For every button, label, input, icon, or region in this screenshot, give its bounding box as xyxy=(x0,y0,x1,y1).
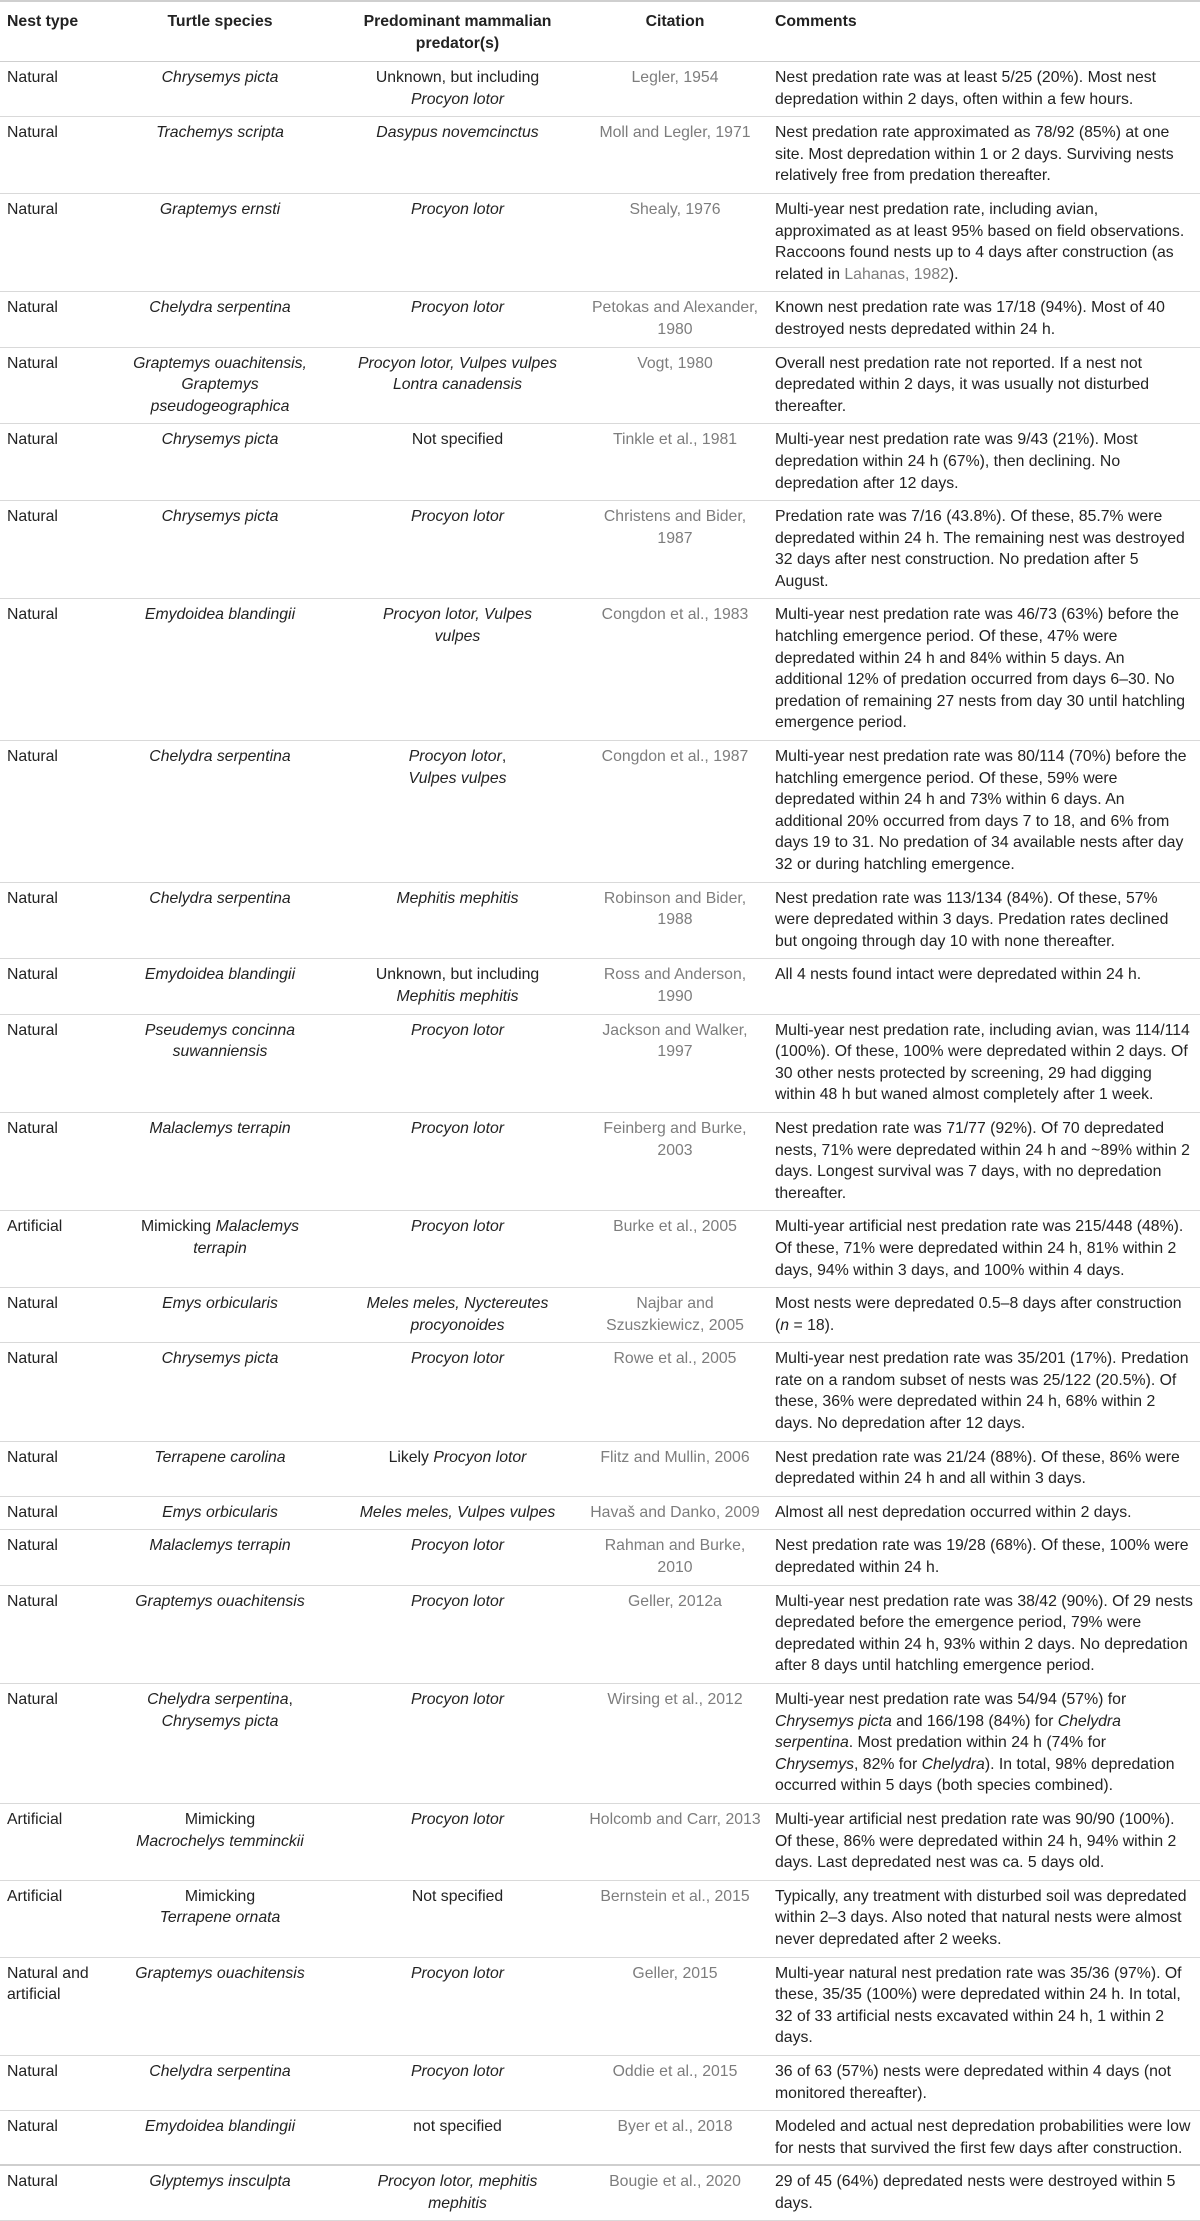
text-run: Multi-year artificial nest predation rate was 215/448 (48%). Of these, 71% were depredated within 24 h, 81% within 2 days, 94% within 3 days, and 100% within 4 days. xyxy=(775,1218,1184,1279)
cell-nest-type: Natural xyxy=(0,501,107,599)
text-run: Macrochelys temminckii xyxy=(136,1832,304,1850)
header-row xyxy=(0,1,1200,62)
text-run: Procyon lotor xyxy=(410,1021,505,1039)
text-run: All 4 nests found intact were depredated within 24 h. xyxy=(775,966,1142,984)
cell-nest-type: Natural xyxy=(0,1684,107,1804)
cell-predator xyxy=(333,1803,582,1880)
cell-turtle-species xyxy=(107,501,333,599)
text-run: Procyon lotor xyxy=(410,1691,505,1708)
cell-comments xyxy=(768,1530,1200,1585)
text-run: 36 of 63 (57%) nests were depredated within 4 days (not monitored thereafter). xyxy=(775,2062,1172,2102)
text-run: Chrysemys picta xyxy=(161,508,279,526)
table-row xyxy=(0,882,1200,959)
text-run: Chelydra serpentina xyxy=(149,889,291,907)
cell-citation[interactable]: Vogt, 1980 xyxy=(582,347,768,424)
text-run: Dasypus novemcinctus xyxy=(376,124,539,142)
text-run: Emydoidea blandingii xyxy=(144,966,296,984)
text-run: Procyon lotor xyxy=(410,1218,505,1236)
text-run: Multi-year nest predation rate was 46/73 (63%) before the hatchling emergence period. Of these, 47% were depredated within 24 h and 84% within 5 days. An additional 12% of predation occurred from days 6–30. No predation of remaining 27 nests from day 30 until hatchling emergence period. xyxy=(775,606,1186,732)
cell-turtle-species xyxy=(107,1803,333,1880)
cell-comments xyxy=(768,1684,1200,1804)
cell-comments xyxy=(768,1343,1200,1441)
text-run: mephitis xyxy=(428,2194,487,2212)
cell-predator xyxy=(333,1014,582,1112)
cell-citation[interactable]: Wirsing et al., 2012 xyxy=(582,1684,768,1804)
table-row xyxy=(0,1112,1200,1210)
text-run: Multi-year nest predation rate was 80/114 (70%) before the hatchling emergence period. Of these, 59% were depredated within 24 h and 73% within 6 days. An additional 20% occurred from days 7 to 18, and 6% from days 19 to 31. No predation of 34 available nests after day 32 or during hatchling emergence. xyxy=(775,748,1187,873)
cell-predator xyxy=(333,1343,582,1441)
table-row xyxy=(0,1014,1200,1112)
cell-nest-type: Natural xyxy=(0,193,107,291)
cell-comments xyxy=(768,424,1200,501)
text-run: Procyon lotor xyxy=(410,2062,505,2080)
cell-predator xyxy=(333,1684,582,1804)
cell-nest-type: Natural xyxy=(0,1112,107,1210)
text-run: Vulpes vulpes xyxy=(408,769,507,787)
header-predator: Predominant mammalian predator(s) xyxy=(363,13,552,52)
cell-predator xyxy=(333,117,582,194)
text-run: Chelydra serpentina xyxy=(147,1691,289,1708)
cell-nest-type: Natural xyxy=(0,2111,107,2166)
text-run: Nest predation rate was at least 5/25 (20%). Most nest depredation within 2 days, often within a few hours. xyxy=(775,69,1157,108)
cell-comments xyxy=(768,1880,1200,1957)
text-run: Predation rate was 7/16 (43.8%). Of these, 85.7% were depredated within 24 h. The remaining nest was destroyed 32 days after nest construction. No predation after 5 August. xyxy=(775,508,1185,590)
cell-nest-type: Natural xyxy=(0,2055,107,2110)
table-header xyxy=(0,1,1200,62)
text-run: Chrysemys picta xyxy=(161,431,279,449)
cell-nest-type: Natural xyxy=(0,882,107,959)
cell-citation[interactable]: Bernstein et al., 2015 xyxy=(582,1880,768,1957)
cell-predator xyxy=(333,2166,582,2221)
cell-citation[interactable]: Holcomb and Carr, 2013 xyxy=(582,1803,768,1880)
cell-turtle-species xyxy=(107,1880,333,1957)
text-run: Graptemys ouachitensis xyxy=(135,1964,305,1982)
cell-predator xyxy=(333,62,582,117)
text-run: Procyon lotor, mephitis xyxy=(377,2173,538,2191)
cell-predator xyxy=(333,501,582,599)
cell-citation[interactable]: Geller, 2012a xyxy=(582,1585,768,1683)
text-run: Malaclemys terrapin xyxy=(193,1218,299,1257)
text-run: Multi-year natural nest predation rate was 35/36 (97%). Of these, 35/35 (100%) were depredated within 24 h. In total, 32 of 33 artificial nests excavated within 24 h, 1 within 2 days. xyxy=(775,1964,1182,2047)
text-run: Procyon lotor, Vulpes xyxy=(383,606,532,624)
cell-citation[interactable]: Feinberg and Burke, 2003 xyxy=(582,1112,768,1210)
cell-predator xyxy=(333,424,582,501)
text-run: Emys orbicularis xyxy=(162,1503,278,1521)
table-row xyxy=(0,347,1200,424)
text-run: Nest predation rate was 21/24 (88%). Of these, 86% were depredated within 24 h and all within 3 days. xyxy=(775,1448,1180,1488)
text-run: Chrysemys picta xyxy=(161,69,279,86)
cell-turtle-species xyxy=(107,1496,333,1530)
text-run: Most nests were depredated 0.5–8 days after construction ( xyxy=(775,1295,1182,1334)
text-run: Unknown, but including xyxy=(375,966,540,984)
text-run: 29 of 45 (64%) depredated nests were destroyed within 5 days. xyxy=(775,2173,1176,2212)
cell-turtle-species xyxy=(107,2166,333,2221)
cell-citation[interactable]: Shealy, 1976 xyxy=(582,193,768,291)
text-run: Chrysemys picta xyxy=(775,1712,892,1730)
cell-predator xyxy=(333,193,582,291)
text-run: Trachemys scripta xyxy=(156,124,284,142)
cell-citation[interactable]: Byer et al., 2018 xyxy=(582,2111,768,2166)
cell-comments xyxy=(768,117,1200,194)
text-run: Procyon lotor xyxy=(410,1964,505,1982)
cell-turtle-species xyxy=(107,1288,333,1343)
cell-turtle-species xyxy=(107,1585,333,1683)
table-row xyxy=(0,501,1200,599)
text-run: suwanniensis xyxy=(172,1043,268,1061)
text-run: Chrysemys picta xyxy=(161,1350,279,1368)
cell-nest-type: Natural xyxy=(0,1343,107,1441)
text-run: Known nest predation rate was 17/18 (94%). Most of 40 destroyed nests depredated within 24 h. xyxy=(775,299,1165,338)
cell-predator xyxy=(333,1496,582,1530)
cell-comments xyxy=(768,1014,1200,1112)
text-run: Glyptemys insculpta xyxy=(149,2173,291,2191)
cell-citation[interactable]: Robinson and Bider, 1988 xyxy=(582,882,768,959)
text-run: Procyon lotor xyxy=(410,200,505,218)
text-run: Graptemys ouachitensis, xyxy=(133,354,307,372)
cell-predator xyxy=(333,599,582,741)
text-run: Terrapene ornata xyxy=(159,1909,281,1927)
table-row xyxy=(0,959,1200,1014)
text-run: Multi-year nest predation rate, including avian, was 114/114 (100%). Of these, 100% were depredated within 2 days. Of 30 other nests protected by screening, 29 had digging within 48 h but waned almost completely after 1 week. xyxy=(775,1021,1190,1104)
cell-citation[interactable]: Rowe et al., 2005 xyxy=(582,1343,768,1441)
text-run: Overall nest predation rate not reported. If a nest not depredated within 2 days, it was usually not disturbed thereafter. xyxy=(775,354,1150,415)
cell-nest-type: Natural xyxy=(0,1441,107,1496)
text-run: vulpes xyxy=(434,628,481,646)
text-run: Almost all nest depredation occurred within 2 days. xyxy=(775,1503,1132,1521)
text-run: Mimicking xyxy=(141,1218,216,1236)
cell-citation[interactable]: Geller, 2015 xyxy=(582,1957,768,2055)
cell-comments xyxy=(768,599,1200,741)
text-run: Pseudemys concinna xyxy=(144,1021,296,1039)
text-run: Nest predation rate was 71/77 (92%). Of 70 depredated nests, 71% were depredated within 24 h and ~89% within 2 days. Longest survival was 7 days, with no depredation thereafter. xyxy=(775,1119,1190,1202)
text-run: Graptemys ouachitensis xyxy=(135,1592,305,1610)
text-run: Multi-year artificial nest predation rate was 90/90 (100%). Of these, 86% were depredated within 24 h, 94% within 2 days. Last depredated nest was ca. 5 days old. xyxy=(775,1810,1177,1872)
cell-nest-type: Natural xyxy=(0,2166,107,2221)
header-turtle-species: Turtle species xyxy=(167,13,273,30)
cell-nest-type: Natural xyxy=(0,1496,107,1530)
cell-nest-type: Natural xyxy=(0,1288,107,1343)
text-run: Chelydra serpentina xyxy=(149,2062,291,2080)
text-run: Modeled and actual nest depredation probabilities were low for nests that survived the first few days after construction. xyxy=(775,2118,1191,2157)
text-run: Procyon lotor xyxy=(410,1119,505,1137)
cell-comments xyxy=(768,1803,1200,1880)
header-nest-type: Nest type xyxy=(7,13,79,30)
cell-comments xyxy=(768,741,1200,883)
cell-citation[interactable]: Ross and Anderson, 1990 xyxy=(582,959,768,1014)
cell-turtle-species xyxy=(107,424,333,501)
cell-predator xyxy=(333,882,582,959)
table-bottom-rule xyxy=(0,2164,1200,2166)
table-row xyxy=(0,2055,1200,2110)
text-run: Procyon lotor xyxy=(410,1592,505,1610)
table-row xyxy=(0,117,1200,194)
table-body xyxy=(0,62,1200,2221)
text-run: Chrysemys xyxy=(775,1755,854,1773)
citation-link[interactable]: Lahanas, 1982 xyxy=(844,265,949,283)
cell-turtle-species xyxy=(107,1343,333,1441)
cell-nest-type: Artificial xyxy=(0,1211,107,1288)
cell-comments xyxy=(768,347,1200,424)
cell-nest-type: Natural xyxy=(0,1014,107,1112)
table-row xyxy=(0,1585,1200,1683)
cell-nest-type: Natural xyxy=(0,62,107,117)
cell-predator xyxy=(333,347,582,424)
cell-comments xyxy=(768,1441,1200,1496)
table-row xyxy=(0,1684,1200,1804)
cell-predator xyxy=(333,1441,582,1496)
text-run: Procyon lotor xyxy=(408,748,502,766)
text-run: Unknown, but including xyxy=(375,69,540,86)
header-comments: Comments xyxy=(775,13,857,30)
cell-nest-type: Natural xyxy=(0,347,107,424)
cell-citation[interactable]: Havaš and Danko, 2009 xyxy=(582,1496,768,1530)
cell-turtle-species xyxy=(107,1211,333,1288)
cell-comments xyxy=(768,2055,1200,2110)
text-run: Procyon lotor xyxy=(410,508,505,526)
cell-predator xyxy=(333,1585,582,1683)
cell-turtle-species xyxy=(107,2055,333,2110)
cell-citation[interactable]: Bougie et al., 2020 xyxy=(582,2166,768,2221)
cell-citation[interactable]: Moll and Legler, 1971 xyxy=(582,117,768,194)
text-run: Chrysemys picta xyxy=(161,1712,279,1730)
text-run: Nest predation rate was 113/134 (84%). Of these, 57% were depredated within 3 days. Predation rates declined but ongoing through day 10 with none thereafter. xyxy=(775,889,1169,950)
cell-predator xyxy=(333,2111,582,2166)
cell-comments xyxy=(768,882,1200,959)
text-run: n xyxy=(780,1316,790,1334)
cell-citation[interactable]: Congdon et al., 1983 xyxy=(582,599,768,741)
text-run: Mephitis mephitis xyxy=(396,987,519,1005)
cell-citation[interactable]: Flitz and Mullin, 2006 xyxy=(582,1441,768,1496)
cell-turtle-species xyxy=(107,1684,333,1804)
cell-comments xyxy=(768,1496,1200,1530)
cell-nest-type: Natural xyxy=(0,1530,107,1585)
table-row xyxy=(0,2166,1200,2221)
text-run: and 166/198 (84%) for xyxy=(891,1712,1058,1730)
cell-predator xyxy=(333,741,582,883)
text-run: . Most predation within 24 h (74% for xyxy=(848,1734,1107,1752)
cell-turtle-species xyxy=(107,959,333,1014)
cell-turtle-species xyxy=(107,1441,333,1496)
text-run: Chelydra xyxy=(921,1755,985,1773)
cell-turtle-species xyxy=(107,193,333,291)
cell-comments xyxy=(768,1957,1200,2055)
table-row xyxy=(0,2111,1200,2166)
text-run: Terrapene carolina xyxy=(154,1448,286,1466)
table-row xyxy=(0,1288,1200,1343)
cell-predator xyxy=(333,1211,582,1288)
cell-citation[interactable]: Jackson and Walker, 1997 xyxy=(582,1014,768,1112)
text-run: Procyon lotor xyxy=(410,90,505,108)
table-row xyxy=(0,741,1200,883)
cell-nest-type: Artificial xyxy=(0,1803,107,1880)
cell-nest-type: Natural xyxy=(0,741,107,883)
text-run: , xyxy=(288,1691,293,1708)
text-run: Chelydra serpentina xyxy=(149,748,291,766)
cell-comments xyxy=(768,501,1200,599)
table-row xyxy=(0,1441,1200,1496)
cell-nest-type: Artificial xyxy=(0,1880,107,1957)
text-run: Graptemys ernsti xyxy=(159,200,281,218)
cell-citation[interactable]: Burke et al., 2005 xyxy=(582,1211,768,1288)
cell-nest-type: Natural xyxy=(0,424,107,501)
table-row xyxy=(0,193,1200,291)
text-run: Meles meles, Nyctereutes xyxy=(366,1295,549,1313)
text-run: Multi-year nest predation rate was 9/43 (21%). Most depredation within 24 h (67%), then declining. No depredation after 12 days. xyxy=(775,431,1138,492)
cell-turtle-species xyxy=(107,1014,333,1112)
cell-nest-type: Natural xyxy=(0,117,107,194)
text-run: Malaclemys terrapin xyxy=(149,1537,291,1555)
cell-comments xyxy=(768,1288,1200,1343)
text-run: , xyxy=(501,748,507,766)
cell-predator xyxy=(333,1112,582,1210)
text-run: ). In total, 98% depredation occurred within 5 days (both species combined). xyxy=(775,1755,1175,1795)
cell-comments xyxy=(768,292,1200,347)
cell-comments xyxy=(768,193,1200,291)
text-run: Meles meles, Vulpes vulpes xyxy=(359,1503,556,1521)
cell-comments xyxy=(768,2111,1200,2166)
text-run: Mephitis mephitis xyxy=(396,889,519,907)
text-run: not specified xyxy=(413,2118,502,2136)
cell-nest-type: Natural xyxy=(0,1585,107,1683)
cell-turtle-species xyxy=(107,741,333,883)
cell-turtle-species xyxy=(107,599,333,741)
text-run: ). xyxy=(948,265,959,283)
text-run: Nest predation rate was 19/28 (68%). Of these, 100% were depredated within 24 h. xyxy=(775,1537,1189,1577)
table-row xyxy=(0,62,1200,117)
text-run: Mimicking xyxy=(184,1887,256,1905)
text-run: Procyon lotor xyxy=(410,1810,505,1828)
cell-citation[interactable]: Oddie et al., 2015 xyxy=(582,2055,768,2110)
cell-predator xyxy=(333,959,582,1014)
text-run: Multi-year nest predation rate was 35/201 (17%). Predation rate on a random subset of nests was 25/122 (20.5%). Of these, 36% were depredated within 24 h, 68% within 2 days. No depredation after 12 days. xyxy=(775,1350,1189,1433)
cell-turtle-species xyxy=(107,1957,333,2055)
text-run: Graptemys pseudogeographica xyxy=(150,376,290,415)
table-row xyxy=(0,1803,1200,1880)
cell-citation[interactable]: Rahman and Burke, 2010 xyxy=(582,1530,768,1585)
cell-citation[interactable]: Christens and Bider, 1987 xyxy=(582,501,768,599)
cell-citation[interactable]: Congdon et al., 1987 xyxy=(582,741,768,883)
text-run: Not specified xyxy=(411,1887,504,1905)
table-row xyxy=(0,1880,1200,1957)
cell-turtle-species xyxy=(107,2111,333,2166)
text-run: Typically, any treatment with disturbed soil was depredated within 2–3 days. Also noted that natural nests were almost never depredated after 2 weeks. xyxy=(775,1887,1187,1948)
cell-predator xyxy=(333,1880,582,1957)
cell-turtle-species xyxy=(107,882,333,959)
header-citation: Citation xyxy=(645,13,705,30)
cell-predator xyxy=(333,1957,582,2055)
text-run: , 82% for xyxy=(854,1755,922,1773)
text-run: Emys orbicularis xyxy=(162,1295,278,1313)
text-run: Procyon lotor xyxy=(410,1350,505,1368)
text-run: Multi-year nest predation rate was 54/94 (57%) for xyxy=(775,1691,1127,1708)
text-run: Procyon lotor xyxy=(410,1537,505,1555)
text-run: Emydoidea blandingii xyxy=(144,606,296,624)
table-row xyxy=(0,424,1200,501)
text-run: Likely xyxy=(388,1448,434,1466)
text-run: Malaclemys terrapin xyxy=(149,1119,291,1137)
table-row xyxy=(0,1211,1200,1288)
cell-comments xyxy=(768,2166,1200,2221)
text-run: = 18). xyxy=(789,1316,835,1334)
cell-comments xyxy=(768,1211,1200,1288)
table-row xyxy=(0,599,1200,741)
cell-comments xyxy=(768,1585,1200,1683)
cell-comments xyxy=(768,62,1200,117)
table-row xyxy=(0,1530,1200,1585)
cell-turtle-species xyxy=(107,117,333,194)
text-run: Multi-year nest predation rate, including avian, approximated as at least 95% based on field observations. Raccoons found nests up to 4 days after construction (as related in xyxy=(775,200,1185,283)
cell-comments xyxy=(768,1112,1200,1210)
text-run: Not specified xyxy=(411,431,504,449)
table-row xyxy=(0,1343,1200,1441)
cell-predator xyxy=(333,1530,582,1585)
cell-predator xyxy=(333,1288,582,1343)
cell-turtle-species xyxy=(107,292,333,347)
cell-citation[interactable]: Tinkle et al., 1981 xyxy=(582,424,768,501)
text-run: Procyon lotor xyxy=(410,299,505,317)
text-run: Lontra canadensis xyxy=(392,376,523,394)
text-run: Multi-year nest predation rate was 38/42 (90%). Of 29 nests depredated before the emergence period, 79% were depredated within 24 h, 93% within 2 days. No depredation after 8 days until hatchling emergence period. xyxy=(775,1592,1193,1675)
cell-turtle-species xyxy=(107,347,333,424)
cell-citation[interactable]: Petokas and Alexander, 1980 xyxy=(582,292,768,347)
text-run: Procyon lotor, Vulpes vulpes xyxy=(357,354,558,372)
cell-turtle-species xyxy=(107,62,333,117)
text-run: Nest predation rate approximated as 78/92 (85%) at one site. Most depredation within 1 or 2 days. Surviving nests relatively free from predation thereafter. xyxy=(775,124,1174,185)
text-run: procyonoides xyxy=(410,1316,505,1334)
cell-turtle-species xyxy=(107,1112,333,1210)
cell-nest-type: Natural xyxy=(0,959,107,1014)
table-row xyxy=(0,1957,1200,2055)
text-run: Procyon lotor xyxy=(433,1448,527,1466)
cell-nest-type: Natural and artificial xyxy=(0,1957,107,2055)
text-run: Mimicking xyxy=(184,1810,256,1828)
text-run: Chelydra serpentina xyxy=(149,299,291,317)
cell-comments xyxy=(768,959,1200,1014)
text-run: Chelydra serpentina xyxy=(775,1712,1121,1752)
cell-citation[interactable]: Najbar and Szuszkiewicz, 2005 xyxy=(582,1288,768,1343)
cell-nest-type: Natural xyxy=(0,599,107,741)
cell-predator xyxy=(333,292,582,347)
cell-citation[interactable]: Legler, 1954 xyxy=(582,62,768,117)
cell-turtle-species xyxy=(107,1530,333,1585)
cell-nest-type: Natural xyxy=(0,292,107,347)
table-row xyxy=(0,292,1200,347)
cell-predator xyxy=(333,2055,582,2110)
table-row xyxy=(0,1496,1200,1530)
text-run: Emydoidea blandingii xyxy=(144,2118,296,2136)
